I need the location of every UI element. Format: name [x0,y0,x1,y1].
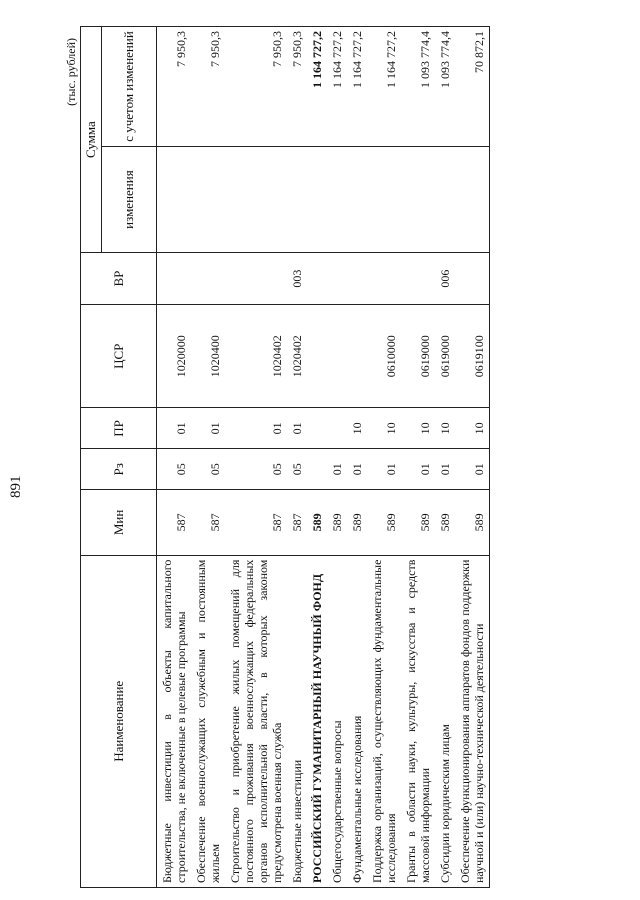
table-row [287,27,307,888]
cell-changes [401,146,435,252]
cell-vr [191,253,225,305]
cell-changes [287,146,307,252]
cell-pr: 01 [225,408,287,449]
cell-changes [307,146,327,252]
cell-min: 589 [401,490,435,555]
cell-name: Строительство и приобретение жилых помещений для постоянного проживания военнослужащих федеральных органов исполнительной власти, в которых законом предусмотрена военная служба [225,555,287,887]
cell-csr: 0619000 [401,304,435,408]
cell-min: 589 [455,490,490,555]
cell-total: 1 164 727,2 [367,27,401,147]
cell-pr: 01 [191,408,225,449]
cell-pr: 10 [347,408,367,449]
cell-pr: 10 [401,408,435,449]
table-row [225,27,287,888]
header-pr: ПР [81,408,157,449]
header-min: Мин [81,490,157,555]
cell-total: 7 950,3 [191,27,225,147]
cell-changes [367,146,401,252]
cell-changes [225,146,287,252]
cell-vr: 003 [287,253,307,305]
cell-rz: 05 [157,449,192,490]
table-row [347,27,367,888]
cell-rz: 01 [327,449,347,490]
cell-pr [307,408,327,449]
cell-min: 589 [307,490,327,555]
cell-min: 587 [157,490,192,555]
cell-total: 1 164 727,2 [347,27,367,147]
cell-total: 7 950,3 [287,27,307,147]
cell-rz: 01 [347,449,367,490]
cell-vr [367,253,401,305]
table-row [327,27,347,888]
cell-name: Поддержка организаций, осуществляющих фундаментальные исследования [367,555,401,887]
cell-changes [157,146,192,252]
cell-vr [455,253,490,305]
cell-csr: 1020402 [287,304,307,408]
cell-vr: 006 [435,253,455,305]
cell-name: Бюджетные инвестиции в объекты капитального строительства, не включенные в целевые программы [157,555,192,887]
cell-vr [225,253,287,305]
cell-rz: 01 [455,449,490,490]
cell-csr: 0619100 [455,304,490,408]
header-rz: Рз [81,449,157,490]
cell-name: Гранты в области науки, культуры, искусства и средств массовой информации [401,555,435,887]
cell-csr: 1020400 [191,304,225,408]
cell-csr: 1020000 [157,304,192,408]
cell-min: 587 [287,490,307,555]
cell-total: 7 950,3 [225,27,287,147]
cell-min: 589 [347,490,367,555]
cell-min: 587 [191,490,225,555]
cell-changes [191,146,225,252]
header-vr: ВР [81,253,157,305]
cell-name: РОССИЙСКИЙ ГУМАНИТАРНЫЙ НАУЧНЫЙ ФОНД [307,555,327,887]
header-row [81,27,102,888]
cell-pr: 10 [455,408,490,449]
table-row [401,27,435,888]
cell-name: Фундаментальные исследования [347,555,367,887]
cell-rz: 01 [435,449,455,490]
cell-name: Обеспечение функционирования аппаратов фондов поддержки научной и (или) научно-технической деятельности [455,555,490,887]
budget-table [80,26,490,888]
cell-vr [401,253,435,305]
table-row [435,27,455,888]
page-number: 891 [8,475,24,498]
units-label: (тыс. рублей) [64,38,78,106]
header-sum: Сумма [81,27,102,253]
header-with-changes: с учетом изменений [102,27,157,147]
cell-csr [347,304,367,408]
cell-csr: 0619000 [435,304,455,408]
table-row [191,27,225,888]
cell-name: Общегосударственные вопросы [327,555,347,887]
cell-name: Субсидии юридическим лицам [435,555,455,887]
cell-rz: 05 [191,449,225,490]
cell-rz: 05 [225,449,287,490]
cell-total: 1 164 727,2 [327,27,347,147]
cell-min: 589 [367,490,401,555]
header-csr: ЦСР [81,304,157,408]
cell-vr [307,253,327,305]
cell-rz: 01 [367,449,401,490]
cell-pr [327,408,347,449]
cell-csr: 0610000 [367,304,401,408]
cell-changes [347,146,367,252]
table-row [307,27,327,888]
cell-total: 1 164 727,2 [307,27,327,147]
cell-rz [307,449,327,490]
header-changes: изменения [102,146,157,252]
cell-vr [327,253,347,305]
cell-vr [157,253,192,305]
cell-pr: 01 [287,408,307,449]
cell-csr: 1020402 [225,304,287,408]
cell-min: 587 [225,490,287,555]
cell-rz: 05 [287,449,307,490]
cell-total: 1 093 774,4 [435,27,455,147]
header-name: Наименование [81,555,157,887]
cell-total: 70 872,1 [455,27,490,147]
cell-pr: 10 [367,408,401,449]
cell-name: Обеспечение военнослужащих служебным и постоянным жильем [191,555,225,887]
cell-total: 1 093 774,4 [401,27,435,147]
cell-csr [327,304,347,408]
cell-vr [347,253,367,305]
cell-changes [455,146,490,252]
cell-min: 589 [435,490,455,555]
cell-pr: 10 [435,408,455,449]
table-row [455,27,490,888]
cell-total: 7 950,3 [157,27,192,147]
cell-csr [307,304,327,408]
table-row [367,27,401,888]
cell-name: Бюджетные инвестиции [287,555,307,887]
cell-pr: 01 [157,408,192,449]
cell-rz: 01 [401,449,435,490]
table-row [157,27,192,888]
cell-min: 589 [327,490,347,555]
cell-changes [435,146,455,252]
cell-changes [327,146,347,252]
